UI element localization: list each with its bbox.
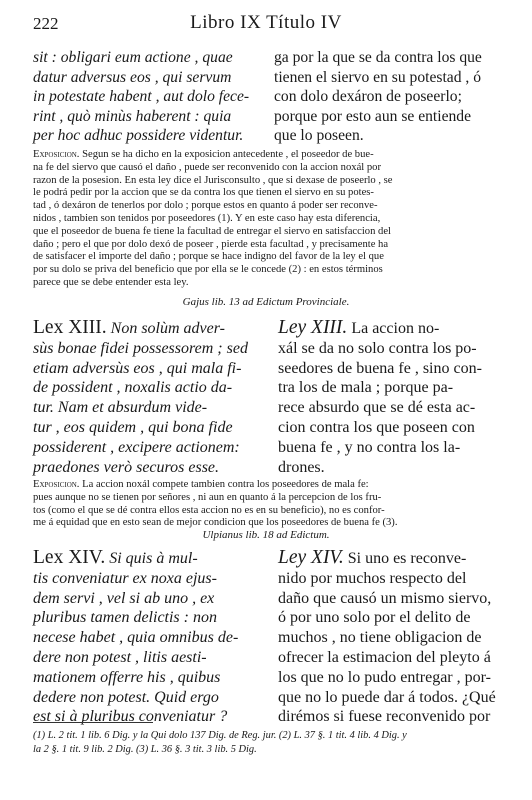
text-line: que el poseedor de buena fe tiene la facultad de entregar el siervo en satisfaccion del <box>33 225 391 237</box>
text-line: rint , quò minùs haberent : quia <box>33 107 232 125</box>
exposicion-label: Exposicion. <box>33 479 80 490</box>
text-line: buena fe , y no contra los la- <box>278 438 461 456</box>
source-citation: Ulpianus lib. 18 ad Edictum. <box>202 529 330 541</box>
text-line: ofrecer la estimacion del pleyto á <box>278 648 491 666</box>
text-line: cion contra los que poseen con <box>278 418 475 436</box>
text-line: pues aunque no se tienen por señores , ni aun en quanto á la percepcion de los fru- <box>33 491 382 503</box>
footnote-rule <box>33 722 153 723</box>
text-line: praedones verò securos esse. <box>33 458 220 476</box>
text-line: porque por esto aun se entiende <box>274 107 472 125</box>
footnote-line: la 2 §. 1 tit. 9 lib. 2 Dig. (3) L. 36 §. 3 tit. 3 lib. 5 Dig. <box>33 743 257 755</box>
running-title: Libro IX Título IV <box>190 12 342 33</box>
lex-heading: Lex XIV. <box>33 547 106 568</box>
text-line: rece absurdo que se dé esta ac- <box>278 399 476 417</box>
text-line: drones. <box>278 458 325 476</box>
text-line: La accion noxál compete tambien contra los poseedores de mala fe: <box>79 479 369 490</box>
text-line: los que no lo pudo entregar , por- <box>278 668 491 686</box>
text-line: tur. Nam et absurdum vide- <box>33 399 208 417</box>
text-line: dem servi , vel si ab uno , ex <box>33 589 215 607</box>
page-number: 222 <box>33 14 59 33</box>
text-line: per hoc adhuc possidere videntur. <box>33 127 244 145</box>
text-line: Non solùm adver- <box>106 320 225 337</box>
ley-heading: Ley XIV. <box>278 547 344 568</box>
text-line: tad , ó dexáron de tenerlos por dolo ; porque estos en quanto á poder ser reconve- <box>33 200 378 212</box>
text-line: dere non potest , litis aesti- <box>33 648 207 666</box>
lex-heading: Lex XIII. <box>33 317 107 338</box>
ley-heading: Ley XIII. <box>278 317 348 338</box>
text-line: sit : obligari eum actione , quae <box>33 49 233 66</box>
text-line: tienen el siervo en su potestad , ó <box>274 68 481 86</box>
text-line: dirémos si fuese reconvenido por <box>278 708 491 726</box>
text-line: ga por la que se da contra los que <box>274 49 482 66</box>
text-line: con dolo dexáron de poseerlo; <box>274 88 462 106</box>
text-line: etiam adversùs eos , qui mala fi- <box>33 359 242 377</box>
ley-xiv-spanish <box>278 548 508 727</box>
source-citation: Gajus lib. 13 ad Edictum Provinciale. <box>182 296 350 308</box>
exposicion-paragraph <box>33 149 505 290</box>
text-line: le podrá pedir por la accion que se da contra los que tienen el siervo en su potes- <box>33 187 374 199</box>
text-line: ó por uno solo por el delito de <box>278 609 471 627</box>
text-line: tra los de mala ; porque pa- <box>278 379 454 397</box>
text-line: necese habet , quia omnibus de- <box>33 629 239 647</box>
text-line: mationem offerre his , quibus <box>33 668 221 686</box>
text-line: possiderent , excipere actionem: <box>33 438 240 456</box>
text-line: que no lo puede dar á todos. ¿Qué <box>278 688 496 706</box>
text-line: tur , eos quidem , qui bona fide <box>33 418 233 436</box>
text-line: Segun se ha dicho en la exposicion antecedente , el poseedor de bue- <box>79 149 374 160</box>
text-line: sùs bonae fidei possessorem ; sed <box>33 339 248 357</box>
footnote-line: (1) L. 2 tit. 1 lib. 6 Dig. y la Qui dolo 137 Dig. de Reg. jur. (2) L. 37 §. 1 tit. 4 lib. 4 Dig. y <box>33 730 407 741</box>
text-line: nidos , tambien son tenidos por poseedores (1). Y en este caso hay esta diferencia, <box>33 212 381 224</box>
text-line: Si quis à mul- <box>105 550 198 567</box>
text-line: in potestate habent , aut dolo fece- <box>33 88 250 106</box>
text-line: razon de la posesion. En esta ley dice el Jurisconsulto , que si dexase de poseerlo , se <box>33 174 393 186</box>
text-line: de possident , noxalis actio da- <box>33 379 233 397</box>
text-line: dedere non potest. Quid ergo <box>33 688 219 706</box>
exposicion-label: Exposicion. <box>33 149 80 160</box>
text-line: Si uno es reconve- <box>343 550 467 567</box>
text-line: que lo poseen. <box>274 127 364 145</box>
footnotes <box>33 729 505 756</box>
exposicion-paragraph <box>33 479 505 530</box>
text-line: seedores de buena fe , sino con- <box>278 359 482 377</box>
text-line: La accion no- <box>347 320 440 337</box>
text-line: daño ; pero el que por dolo dexó de poseer , pierde esta facultad , y precisamente ha <box>33 238 389 250</box>
text-line: xál se da no solo contra los po- <box>278 339 477 357</box>
text-line: de satisfacer el importe del daño ; porque se hace indigno del favor de la ley el que <box>33 251 384 263</box>
lex-xiv-latin <box>33 548 265 727</box>
text-line: daño que causó un mismo siervo, <box>278 589 492 607</box>
text-line: parece que se debe entender esta ley. <box>33 276 189 288</box>
text-line: por su dolo se priva del beneficio que por ella se le concede (2) : en estos términos <box>33 264 383 276</box>
ley-xiii-spanish <box>278 318 508 477</box>
text-line: tos (como el que se dé contra ellos esta accion no es en su beneficio), no es confor- <box>33 504 385 516</box>
text-line: na fe del siervo que causó el daño , puede ser reconvenido con la accion noxál por <box>33 161 381 173</box>
text-line: pluribus tamen delictis : non <box>33 609 217 627</box>
text-line: me á equidad que en esto sean de mejor condicion que los poseedores de buena fe (3). <box>33 517 398 529</box>
text-line: est si à pluribus conveniatur ? <box>33 708 228 726</box>
spanish-continuation <box>274 48 506 146</box>
lex-xiii-latin <box>33 318 265 477</box>
text-line: muchos , no tiene obligacion de <box>278 629 482 647</box>
text-line: nido por muchos respecto del <box>278 569 467 587</box>
latin-continuation <box>33 48 265 146</box>
text-line: datur adversus eos , qui servum <box>33 68 232 86</box>
text-line: tis conveniatur ex noxa ejus- <box>33 569 217 587</box>
